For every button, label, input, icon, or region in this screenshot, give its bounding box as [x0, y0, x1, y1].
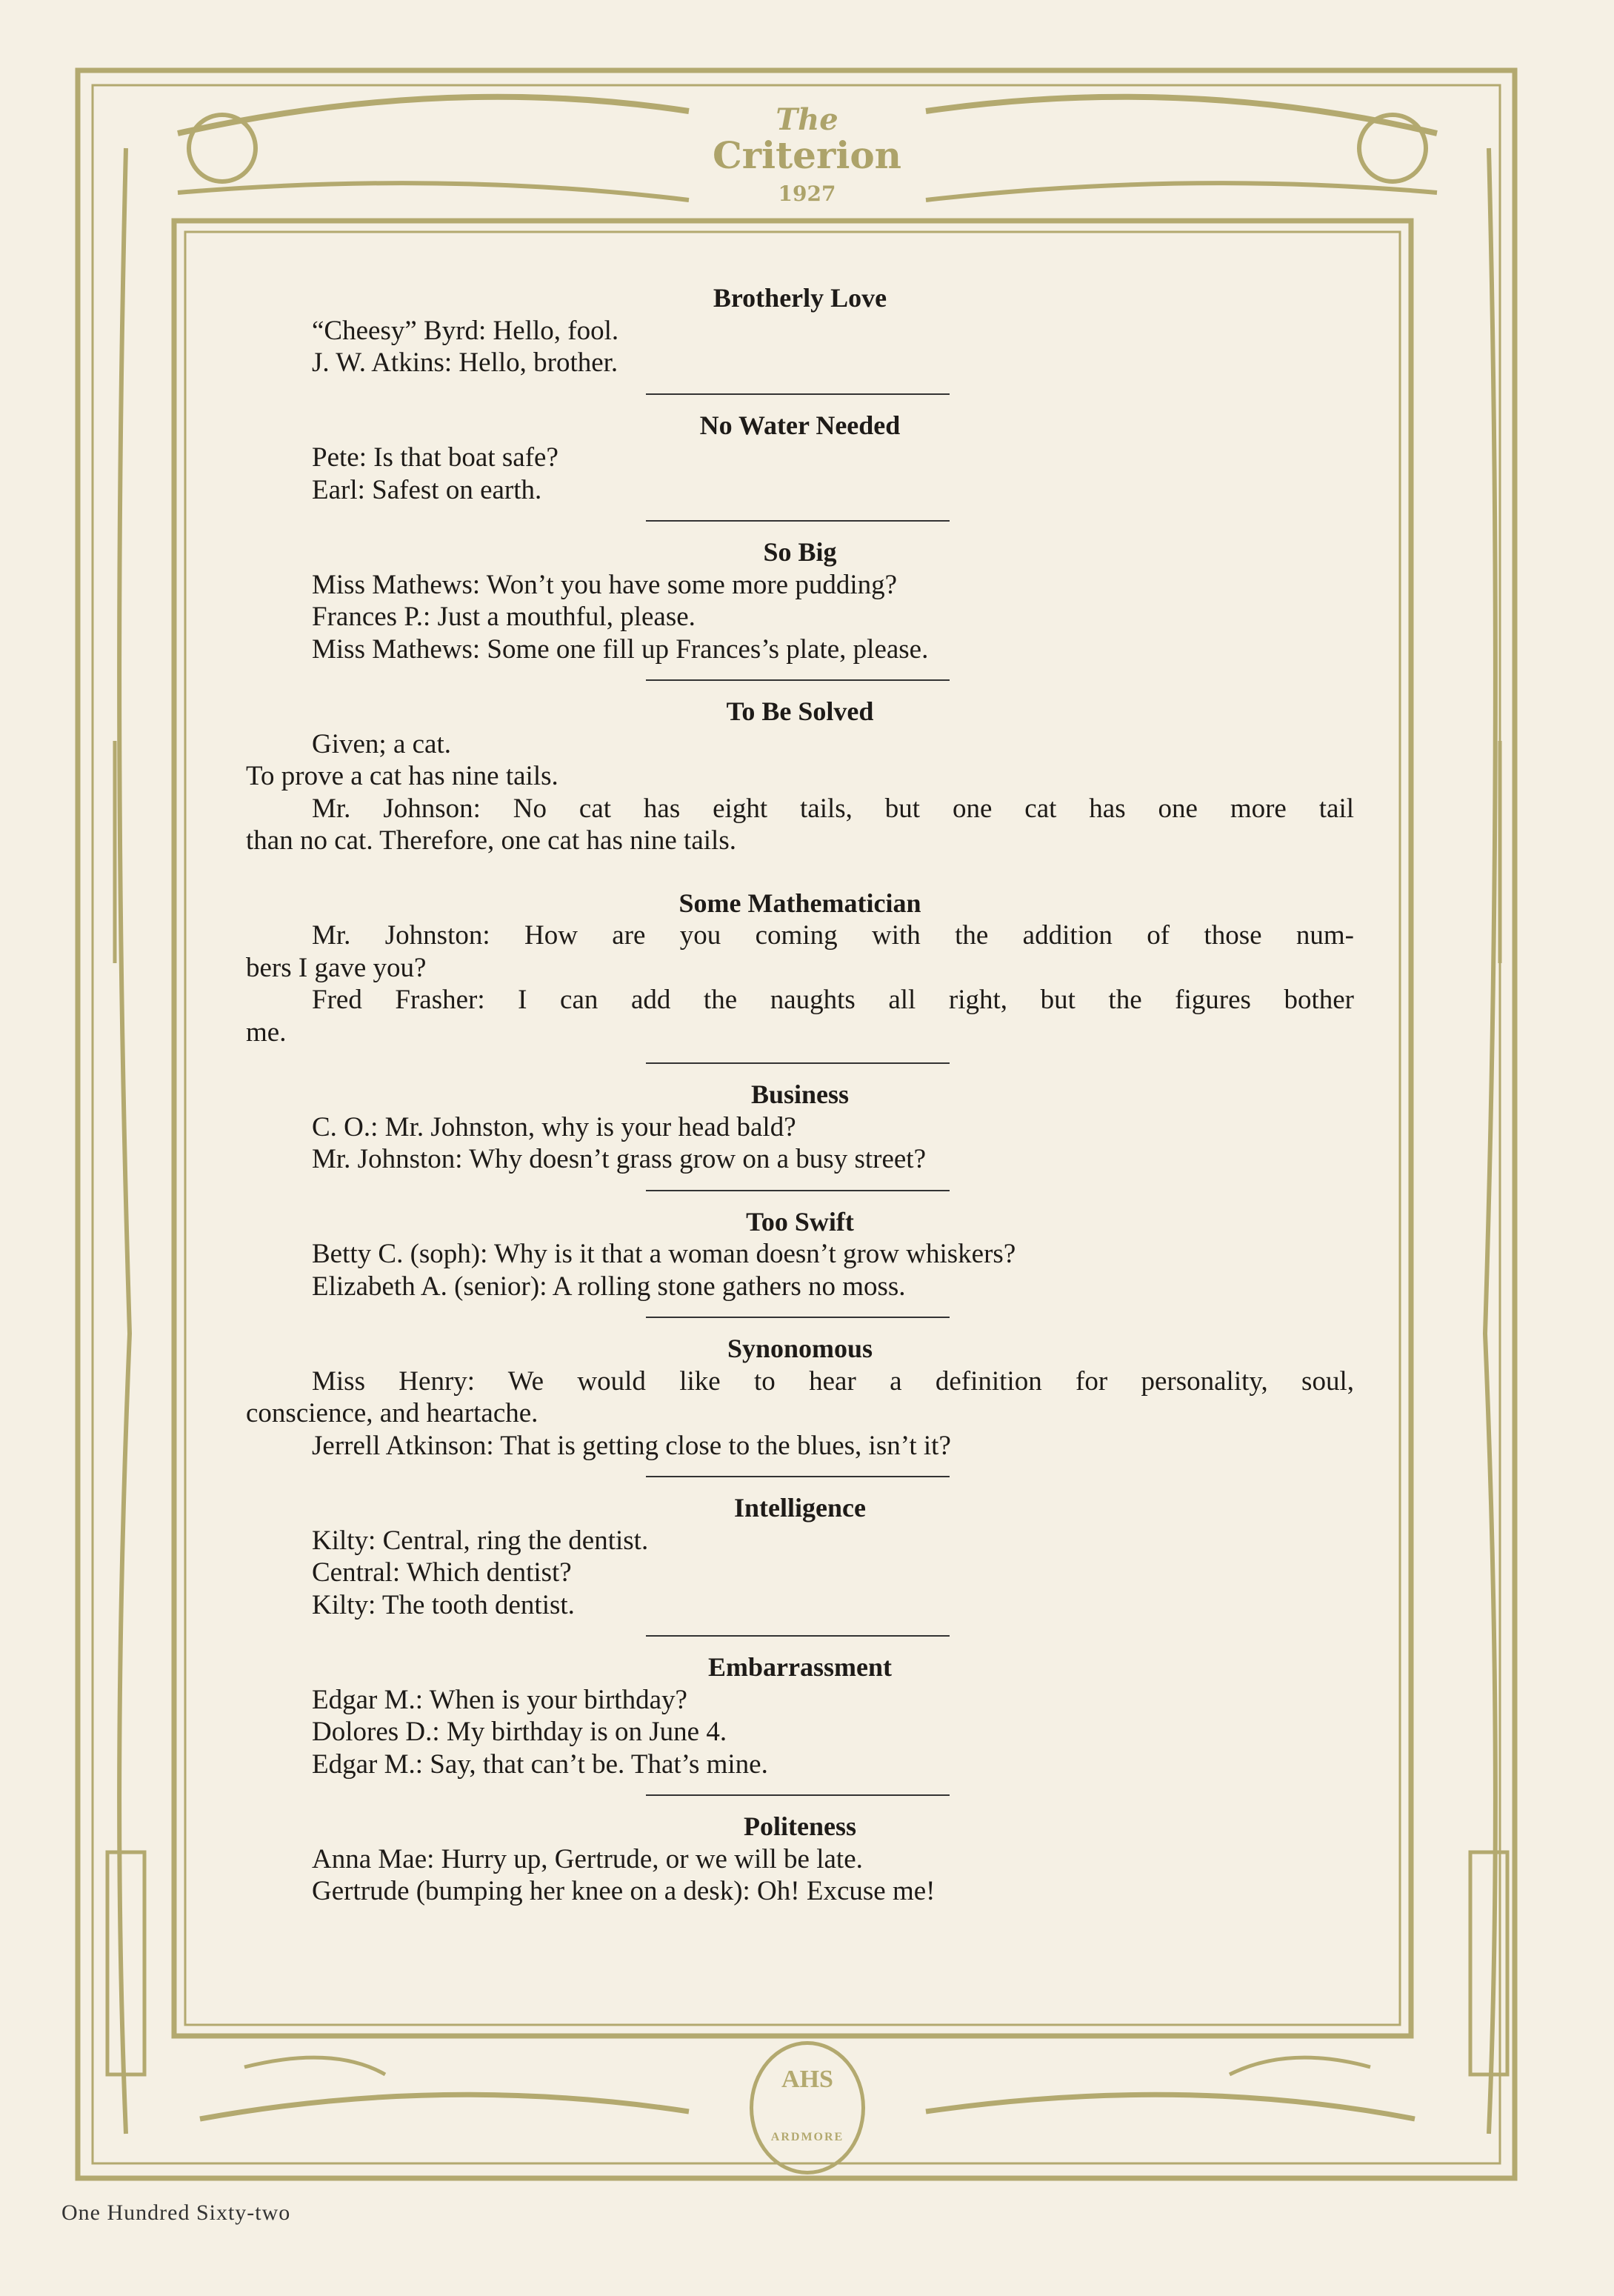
dialogue-line: C. O.: Mr. Johnston, why is your head bald? [312, 1111, 796, 1142]
dialogue-line: me. [246, 1016, 287, 1048]
joke-title: Politeness [744, 1811, 856, 1841]
dialogue-line: Jerrell Atkinson: That is getting close to the blues, isn’t it? [312, 1430, 951, 1461]
joke-title: Synonomous [727, 1334, 873, 1363]
dialogue-line: Miss Mathews: Won’t you have some more pudding? [312, 569, 898, 600]
joke-title: Brotherly Love [713, 283, 887, 313]
joke-section [246, 536, 1354, 665]
dialogue-line: Elizabeth A. (senior): A rolling stone gathers no moss. [312, 1271, 906, 1302]
joke-title: Embarrassment [708, 1652, 892, 1682]
joke-title: No Water Needed [699, 410, 901, 440]
dialogue-line: Frances P.: Just a mouthful, please. [312, 602, 696, 632]
section-divider [246, 665, 1354, 696]
dialogue-line: Edgar M.: Say, that can’t be. That’s mine. [312, 1748, 768, 1780]
dialogue-line: “Cheesy” Byrd: Hello, fool. [312, 315, 619, 346]
dialogue-line: Mr. Johnson: No cat has eight tails, but one cat has one more tail [312, 793, 1354, 824]
seal-initials: AHS [781, 2066, 833, 2093]
dialogue-line: conscience, and heartache. [246, 1398, 538, 1428]
dialogue-line: Anna Mae: Hurry up, Gertrude, or we will be late. [312, 1843, 863, 1874]
section-divider [246, 1048, 1354, 1079]
section-divider [246, 1621, 1354, 1651]
masthead-the: The [776, 102, 838, 137]
dialogue-line: Central: Which dentist? [312, 1557, 572, 1588]
page-number: One Hundred Sixty-two [61, 2200, 291, 2225]
masthead-title: Criterion [712, 133, 902, 177]
joke-title: Business [750, 1079, 850, 1109]
dialogue-line: Betty C. (soph): Why is it that a woman doesn’t grow whiskers? [312, 1239, 1016, 1269]
joke-title: Too Swift [746, 1206, 854, 1237]
joke-title: To Be Solved [726, 696, 874, 726]
dialogue-line: Given; a cat. [312, 728, 451, 759]
section-divider [246, 379, 1354, 410]
joke-section [246, 410, 1354, 507]
dialogue-line: Mr. Johnston: Why doesn’t grass grow on a busy street? [312, 1144, 926, 1174]
joke-title: Some Mathematician [678, 888, 921, 918]
dialogue-line: Pete: Is that boat safe? [312, 442, 558, 473]
jokes-column [246, 282, 1354, 1908]
masthead-year: 1927 [778, 182, 836, 206]
joke-title: So Big [763, 537, 837, 567]
dialogue-line: than no cat. Therefore, one cat has nine tails. [246, 825, 736, 856]
joke-section [246, 696, 1354, 857]
school-seal [750, 2041, 865, 2174]
section-divider [246, 1176, 1354, 1206]
dialogue-line: Dolores D.: My birthday is on June 4. [312, 1717, 727, 1747]
dialogue-line: To prove a cat has nine tails. [246, 761, 558, 791]
dialogue-line: Miss Mathews: Some one fill up Frances’s plate, please. [312, 633, 929, 665]
dialogue-line: Kilty: Central, ring the dentist. [312, 1525, 649, 1556]
joke-section [246, 1206, 1354, 1303]
joke-section [246, 1079, 1354, 1176]
dialogue-line: Earl: Safest on earth. [312, 474, 542, 505]
joke-section [246, 282, 1354, 379]
joke-section [246, 1492, 1354, 1621]
section-divider [246, 506, 1354, 536]
joke-section [246, 1333, 1354, 1462]
joke-title: Intelligence [734, 1493, 866, 1523]
seal-town: ARDMORE [770, 2131, 844, 2143]
joke-section [246, 1811, 1354, 1908]
dialogue-line: Miss Henry: We would like to hear a definition for personality, soul, [312, 1365, 1354, 1397]
dialogue-line: Gertrude (bumping her knee on a desk): Oh! Excuse me! [312, 1876, 936, 1906]
joke-section [246, 1651, 1354, 1780]
joke-section [246, 888, 1354, 1049]
dialogue-line: Fred Frasher: I can add the naughts all right, but the figures bother [312, 985, 1354, 1015]
dialogue-line: bers I gave you? [246, 952, 427, 983]
section-divider [246, 857, 1354, 888]
dialogue-line: J. W. Atkins: Hello, brother. [312, 347, 618, 378]
dialogue-line: Edgar M.: When is your birthday? [312, 1684, 687, 1715]
dialogue-line: Mr. Johnston: How are you coming with the addition of those num- [312, 920, 1354, 951]
section-divider [246, 1462, 1354, 1492]
dialogue-line: Kilty: The tooth dentist. [312, 1589, 575, 1620]
section-divider [246, 1302, 1354, 1333]
section-divider [246, 1780, 1354, 1811]
